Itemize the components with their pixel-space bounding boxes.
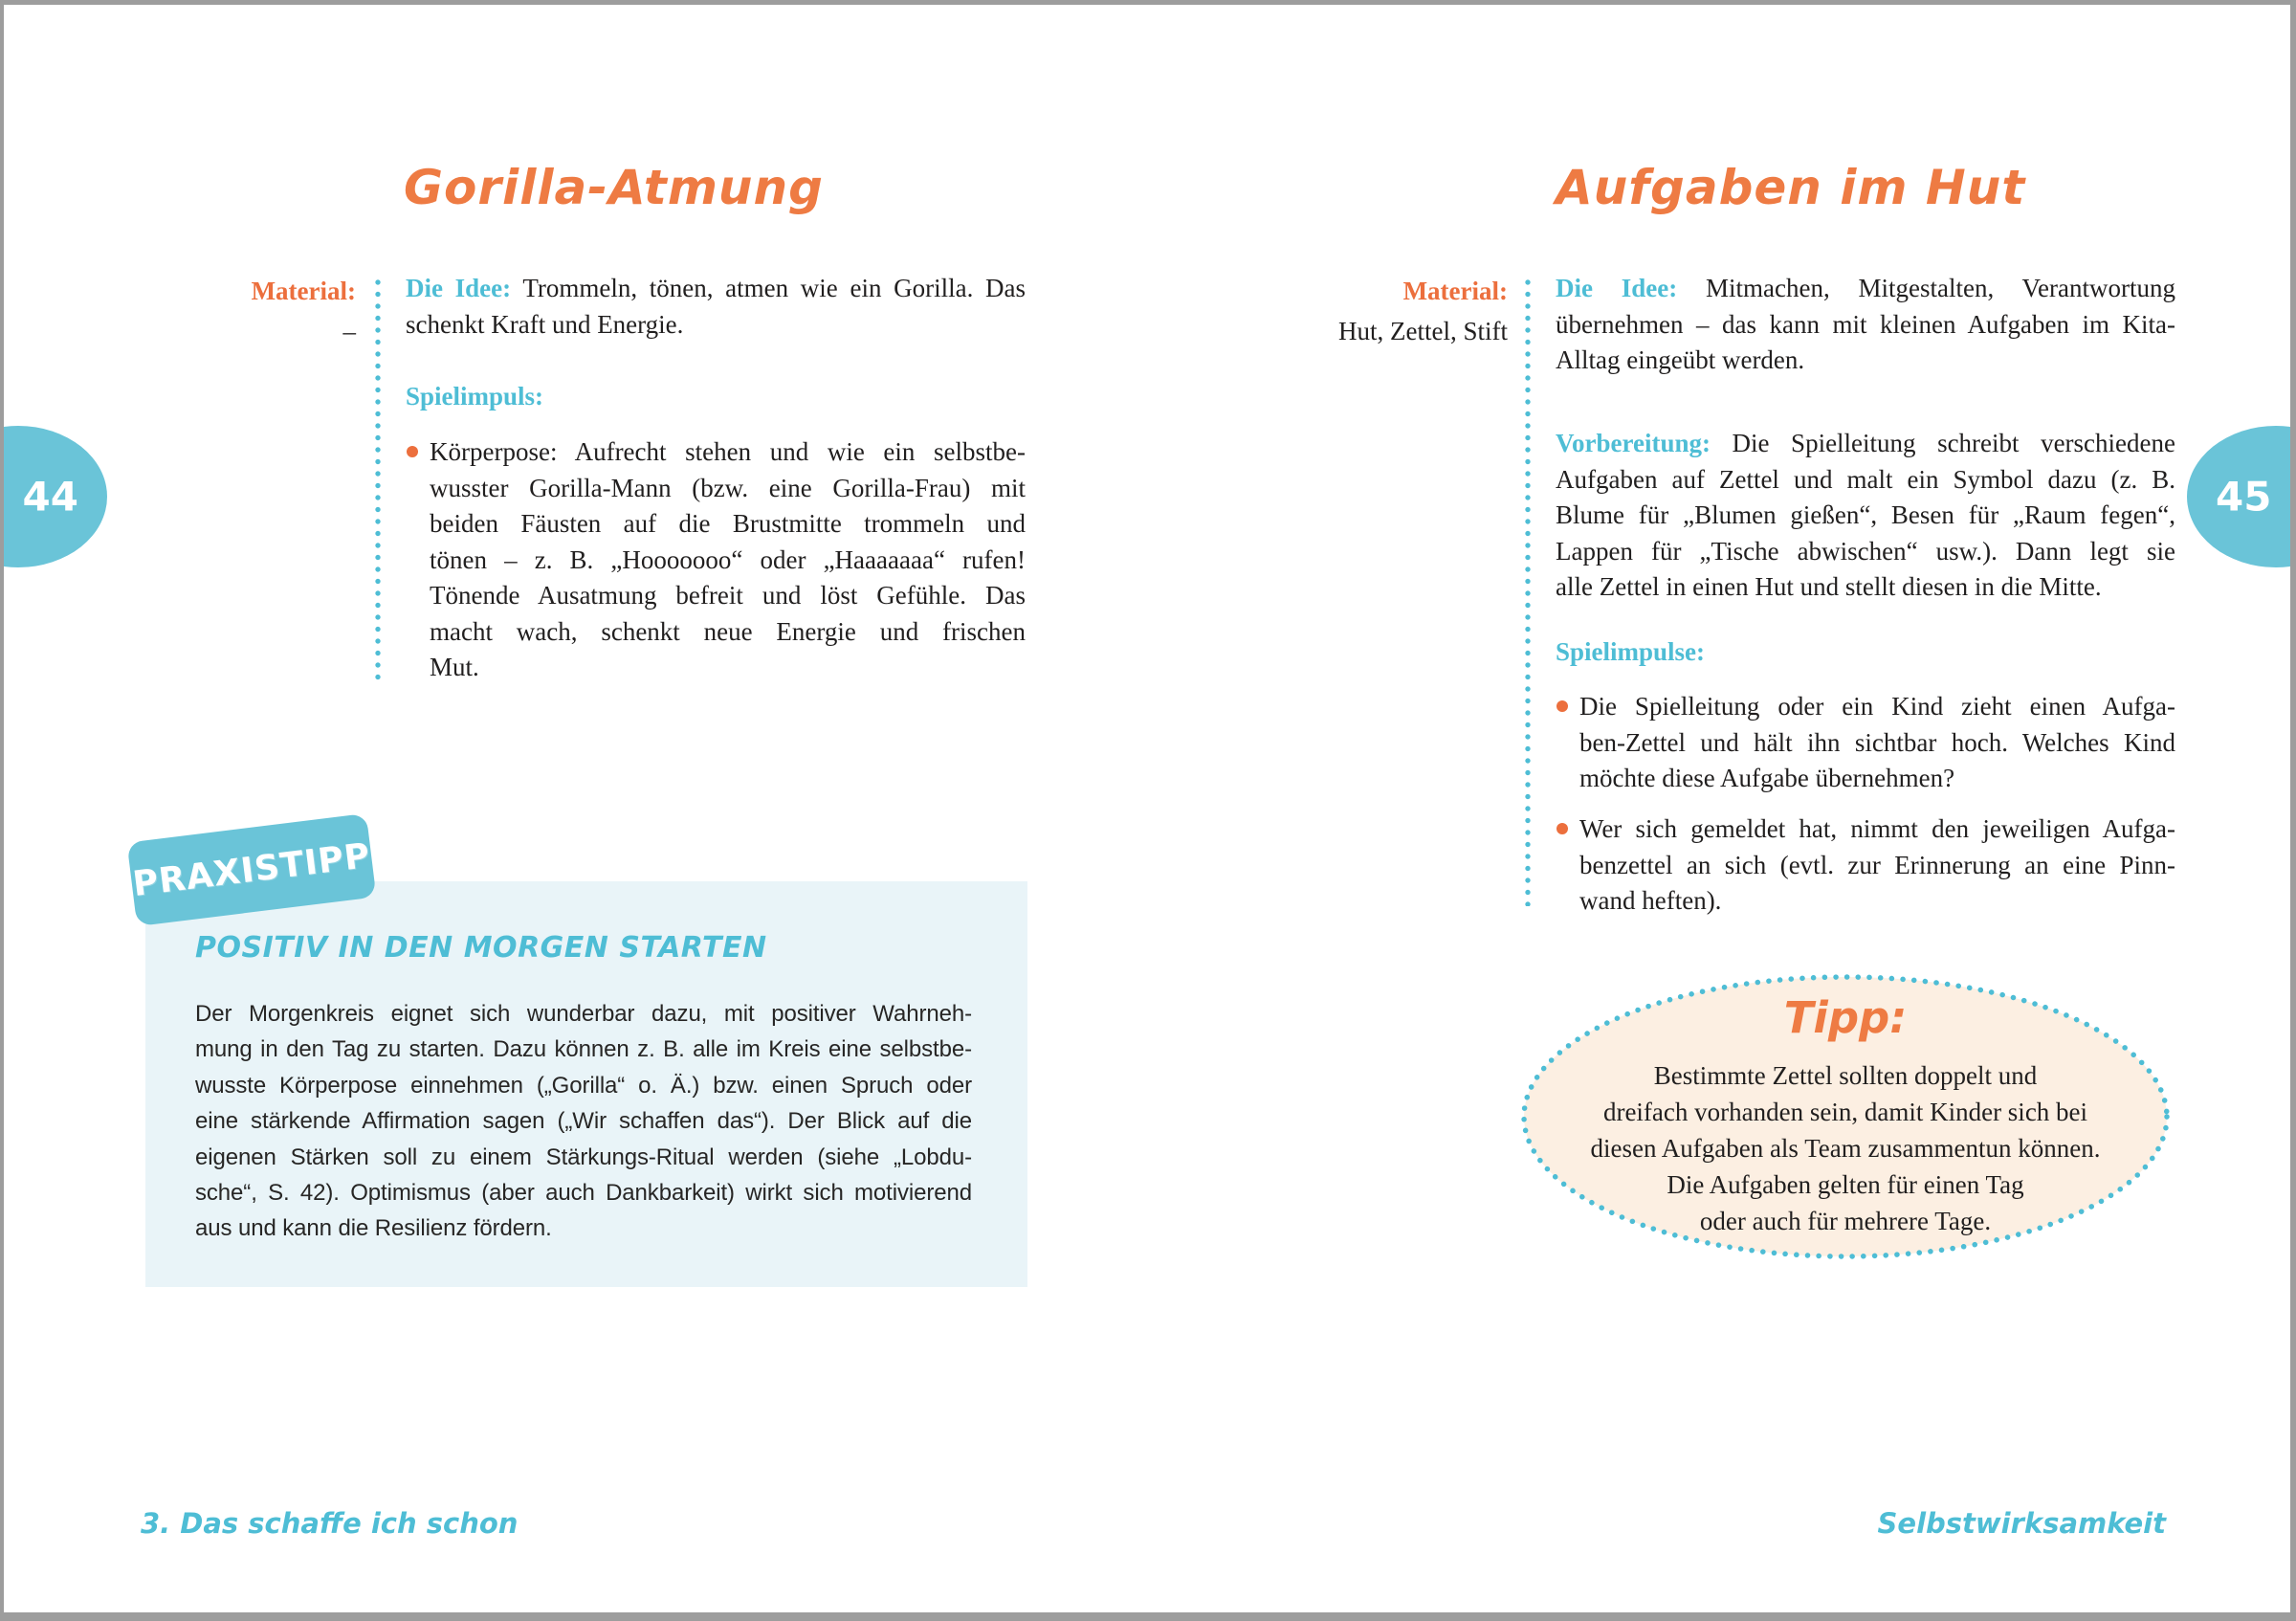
- tipp-body: [1511, 1057, 2180, 1239]
- text-line: macht wach, schenkt neue Energie und frischen: [430, 616, 1026, 646]
- text-line: wand heften).: [1579, 886, 1722, 915]
- material-label: Material:: [251, 277, 356, 305]
- text-line: [1556, 271, 2175, 307]
- page-title-left: Gorilla-Atmung: [404, 160, 824, 215]
- text-line: Blume für „Blumen gießen“, Besen für „Raum fegen“,: [1556, 500, 2175, 529]
- bullet-dot-icon: [1556, 700, 1568, 712]
- tipp-heading: Tipp:: [1783, 992, 1908, 1043]
- text-line: schenkt Kraft und Energie.: [406, 309, 684, 339]
- bullet-dot-icon: [1556, 823, 1568, 834]
- praxistipp-heading: POSITIV IN DEN MORGEN STARTEN: [195, 931, 767, 965]
- text-line: Körperpose: Aufrecht stehen und wie ein selbstbe-: [430, 437, 1026, 466]
- page-number-badge-left: [0, 426, 107, 567]
- page-title-right: Aufgaben im Hut: [1556, 160, 2026, 215]
- material-value: Hut, Zettel, Stift: [1338, 317, 1508, 345]
- page-number-badge-right: [2187, 426, 2296, 567]
- text-line: eine stärkende Affirmation sagen („Wir schaffen das“). Der Blick auf die: [195, 1108, 972, 1135]
- material-value: –: [342, 317, 356, 345]
- text-line: sche“, S. 42). Optimismus (aber auch Dankbarkeit) wirkt sich motivierend: [195, 1180, 972, 1207]
- idea-label: Die Idee:: [406, 274, 512, 302]
- bullet-item: [1556, 689, 2175, 797]
- text-line: Mitmachen, Mitgestalten, Verantwortung: [1706, 274, 2175, 302]
- text-line: [1556, 426, 2175, 462]
- preparation-paragraph: [1556, 426, 2175, 606]
- text-line: Die Aufgaben gelten für einen Tag: [1667, 1170, 2024, 1199]
- bullet-item: [1556, 811, 2175, 920]
- text-line: Wer sich gemeldet hat, nimmt den jeweiligen Aufga-: [1579, 814, 2175, 843]
- praxistipp-stamp-label: PRAXISTIPP: [130, 835, 373, 904]
- text-line: aus und kann die Resilienz fördern.: [195, 1215, 552, 1242]
- text-line: ben-Zettel und hält ihn sichtbar hoch. Welches Kind: [1579, 727, 2175, 757]
- preparation-label: Vorbereitung:: [1556, 429, 1711, 457]
- praxistipp-body: [195, 996, 972, 1247]
- footer-chapter-right: Selbstwirksamkeit: [1877, 1507, 2166, 1540]
- text-line: Die Spielleitung oder ein Kind zieht einen Aufga-: [1579, 692, 2175, 721]
- material-block-left: [98, 271, 356, 351]
- text-line: möchte diese Aufgabe übernehmen?: [1579, 764, 1955, 792]
- bullet-item: [406, 434, 1026, 686]
- text-line: eigenen Stärken soll zu einem Stärkungs-Ritual werden (siehe „Lobdu-: [195, 1144, 972, 1170]
- idea-paragraph-right: [1556, 271, 2175, 379]
- text-line: beiden Fäusten auf die Brustmitte trommeln und: [430, 509, 1026, 538]
- dotted-divider-right: [1525, 277, 1531, 906]
- text-line: alle Zettel in einen Hut und stellt diesen in die Mitte.: [1556, 572, 2102, 601]
- text-line: Mut.: [430, 653, 479, 681]
- text-line: Der Morgenkreis eignet sich wunderbar dazu, mit positiver Wahrneh-: [195, 1001, 972, 1027]
- text-line: Aufgaben auf Zettel und malt ein Symbol dazu (z. B.: [1556, 464, 2175, 494]
- page-number: 44: [22, 473, 78, 521]
- text-line: diesen Aufgaben als Team zusammentun können.: [1590, 1134, 2101, 1163]
- text-line: benzettel an sich (evtl. zur Erinnerung an eine Pinn-: [1579, 850, 2175, 879]
- footer-chapter-left: 3. Das schaffe ich schon: [141, 1507, 519, 1540]
- idea-label: Die Idee:: [1556, 274, 1678, 302]
- material-label: Material:: [1402, 277, 1508, 305]
- page-number: 45: [2216, 473, 2272, 521]
- text-line: Alltag eingeübt werden.: [1556, 345, 1805, 374]
- text-line: tönen – z. B. „Hooooooo“ oder „Haaaaaaa“ rufen!: [430, 544, 1026, 574]
- section-heading-spielimpulse: Spielimpulse:: [1556, 637, 1706, 666]
- text-line: übernehmen – das kann mit kleinen Aufgaben im Kita-: [1556, 309, 2175, 339]
- text-line: Trommeln, tönen, atmen wie ein Gorilla. Das: [522, 274, 1027, 302]
- idea-paragraph-left: [406, 271, 1026, 343]
- bullet-dot-icon: [407, 446, 418, 457]
- text-line: [406, 271, 1026, 307]
- material-block-right: [1249, 271, 1508, 351]
- text-line: Die Spielleitung schreibt verschiedene: [1732, 429, 2175, 457]
- text-line: oder auch für mehrere Tage.: [1699, 1207, 1992, 1235]
- text-line: dreifach vorhanden sein, damit Kinder sich bei: [1602, 1098, 2088, 1126]
- text-line: Bestimmte Zettel sollten doppelt und: [1653, 1061, 2038, 1090]
- text-line: Tönende Ausatmung befreit und löst Gefühle. Das: [430, 581, 1026, 610]
- dotted-divider-left: [375, 277, 381, 682]
- text-line: wusste Körperpose einnehmen („Gorilla“ o. Ä.) bzw. einen Spruch oder: [195, 1072, 972, 1099]
- text-line: mung in den Tag zu starten. Dazu können z. B. alle im Kreis eine selbstbe-: [195, 1036, 972, 1063]
- text-line: wusster Gorilla-Mann (bzw. eine Gorilla-Frau) mit: [430, 473, 1026, 502]
- text-line: Lappen für „Tische abwischen“ usw.). Dann legt sie: [1556, 536, 2175, 566]
- section-heading-spielimpuls: Spielimpuls:: [406, 382, 544, 411]
